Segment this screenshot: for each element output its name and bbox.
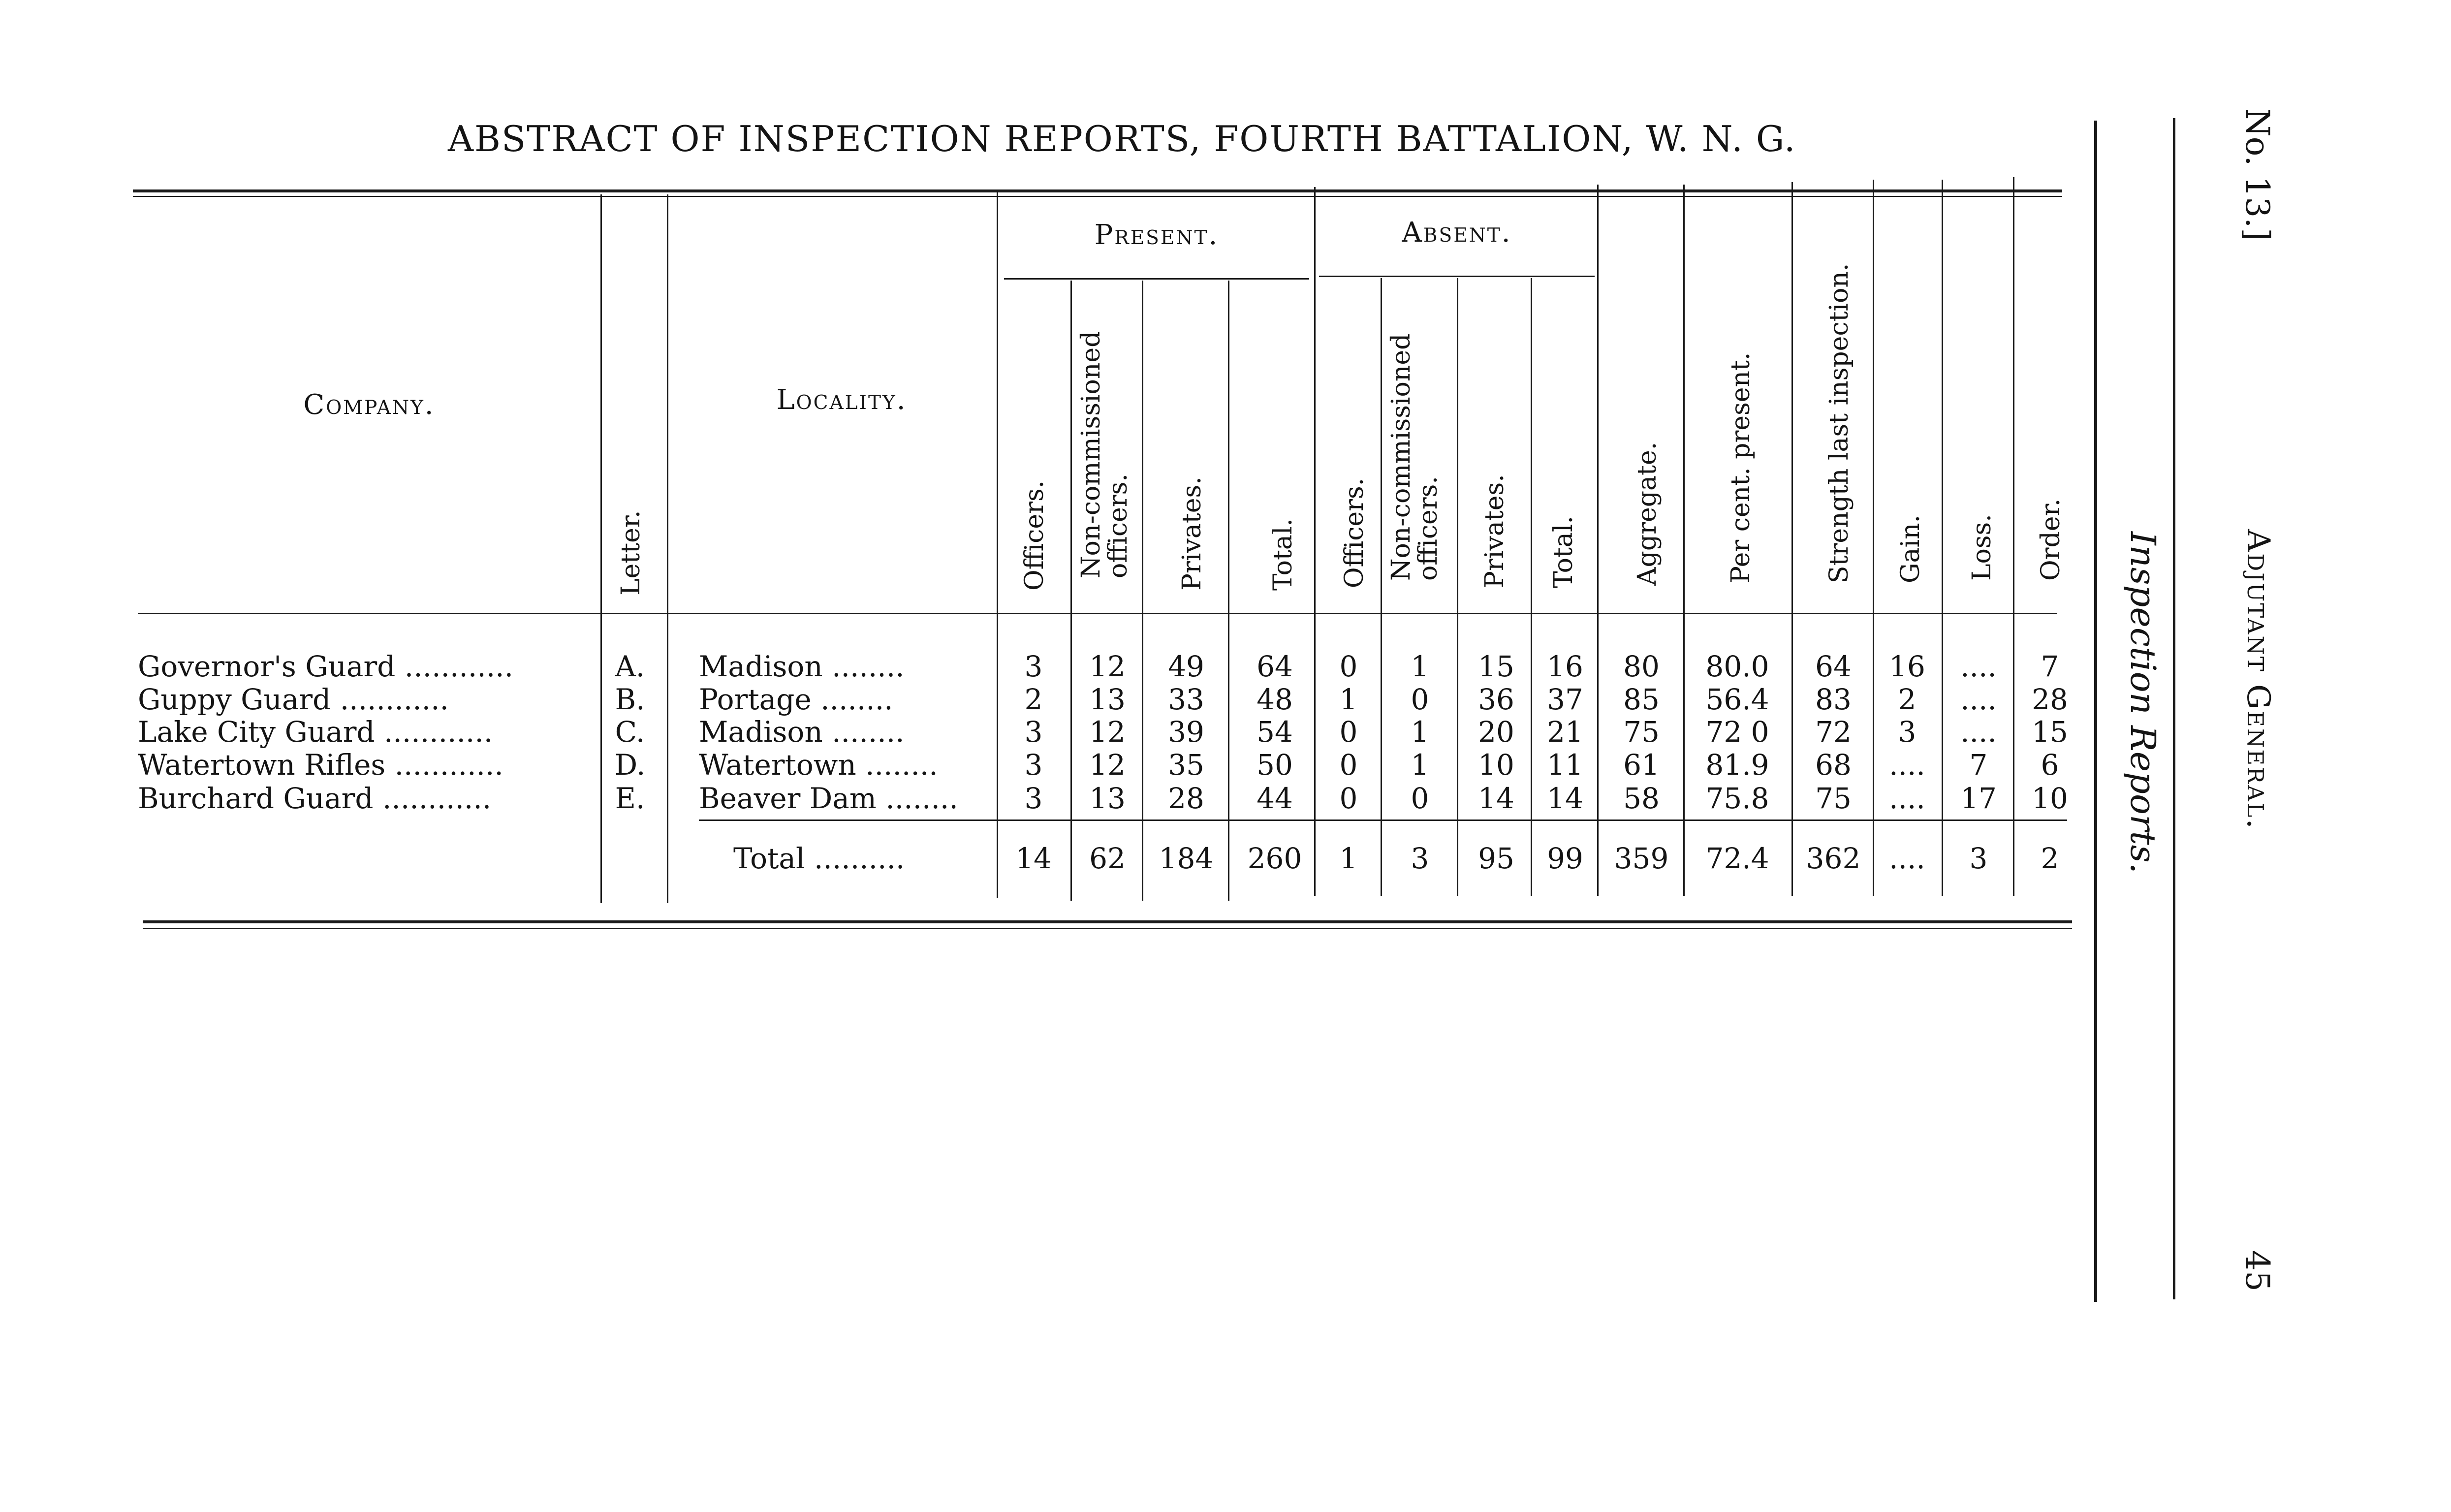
table-cell: 2	[1898, 683, 1917, 716]
total-cell: ....	[1889, 842, 1925, 875]
table-cell: 12	[1089, 715, 1126, 749]
company-name: Lake City Guard ............	[138, 715, 493, 749]
col-rule	[667, 194, 668, 903]
col-header: Loss.	[1967, 514, 1997, 581]
table-cell: 14	[1478, 782, 1514, 815]
col-header: Non-commissioned officers.	[1076, 331, 1133, 578]
total-cell: 2	[2041, 842, 2059, 875]
col-header: Strength last inspection.	[1824, 263, 1854, 583]
header-bottom-rule	[138, 613, 2057, 614]
table-cell: 1	[1411, 715, 1429, 749]
table-cell: 80.0	[1705, 650, 1769, 683]
col-rule	[1791, 182, 1793, 896]
table-cell: ....	[1889, 748, 1925, 782]
table-cell: 11	[1547, 748, 1583, 782]
col-rule	[1142, 281, 1143, 901]
total-cell: 14	[1015, 842, 1052, 875]
col-rule	[2013, 177, 2014, 896]
company-locality: Watertown ........	[699, 748, 938, 782]
table-cell: 64	[1815, 650, 1852, 683]
table-cell: 0	[1339, 650, 1358, 683]
col-rule	[1070, 281, 1072, 901]
table-cell: ....	[1889, 782, 1925, 815]
company-letter: D.	[614, 748, 646, 782]
company-name: Burchard Guard ............	[138, 782, 492, 815]
present-header: Present.	[1094, 219, 1219, 251]
total-cell: 260	[1247, 842, 1302, 875]
total-rule	[699, 819, 2067, 821]
col-header: Per cent. present.	[1726, 352, 1756, 583]
table-cell: 12	[1089, 748, 1126, 782]
bottom-rule-thin	[143, 928, 2072, 929]
absent-header: Absent.	[1402, 217, 1512, 249]
total-cell: 72.4	[1705, 842, 1769, 875]
table-cell: 28	[1168, 782, 1204, 815]
table-cell: 3	[1898, 715, 1917, 749]
table-cell: 0	[1411, 683, 1429, 716]
table-cell: 10	[1478, 748, 1514, 782]
col-header: Aggregate.	[1633, 441, 1662, 586]
table-cell: 80	[1623, 650, 1660, 683]
table-cell: 6	[2041, 748, 2059, 782]
top-rule-thin	[133, 196, 2062, 197]
company-header: Company.	[303, 389, 435, 421]
table-cell: ....	[1960, 683, 1997, 716]
company-locality: Madison ........	[699, 715, 905, 749]
table-cell: 72	[1815, 715, 1852, 749]
col-header: Order.	[2036, 498, 2066, 581]
table-cell: 21	[1547, 715, 1583, 749]
table-cell: 48	[1257, 683, 1293, 716]
table-cell: 83	[1815, 683, 1852, 716]
locality-header: Locality.	[776, 384, 907, 416]
table-cell: 50	[1257, 748, 1293, 782]
table-cell: 12	[1089, 650, 1126, 683]
section-heading: Inspection Reports.	[2123, 532, 2163, 874]
table-cell: 16	[1547, 650, 1583, 683]
table-cell: 3	[1024, 715, 1043, 749]
col-rule	[1228, 281, 1229, 901]
company-name: Governor's Guard ............	[138, 650, 514, 683]
table-cell: 1	[1411, 650, 1429, 683]
table-cell: 3	[1024, 650, 1043, 683]
table-cell: 3	[1024, 782, 1043, 815]
col-rule	[1457, 278, 1458, 896]
total-cell: 3	[1969, 842, 1988, 875]
col-header-letter: Letter.	[616, 510, 646, 596]
table-cell: 58	[1623, 782, 1660, 815]
table-cell: 81.9	[1705, 748, 1769, 782]
table-cell: 7	[2041, 650, 2059, 683]
col-header: Officers.	[1020, 480, 1049, 591]
table-cell: 3	[1024, 748, 1043, 782]
col-header: Privates.	[1480, 474, 1509, 588]
table-cell: 64	[1257, 650, 1293, 683]
table-title: ABSTRACT OF INSPECTION REPORTS, FOURTH BATTALION, W. N. G.	[448, 118, 1796, 159]
company-letter: A.	[615, 650, 645, 683]
total-cell: 359	[1614, 842, 1669, 875]
table-cell: ....	[1960, 715, 1997, 749]
table-cell: 39	[1168, 715, 1204, 749]
col-header: Gain.	[1896, 514, 1925, 583]
table-cell: 13	[1089, 683, 1126, 716]
table-cell: 37	[1547, 683, 1583, 716]
table-cell: 75	[1623, 715, 1660, 749]
company-letter: B.	[615, 683, 645, 716]
col-header: Non-commissioned officers.	[1386, 333, 1443, 581]
col-header: Total.	[1268, 518, 1298, 591]
table-cell: 28	[2032, 683, 2068, 716]
table-cell: 75	[1815, 782, 1852, 815]
table-cell: 7	[1969, 748, 1988, 782]
table-cell: 1	[1411, 748, 1429, 782]
company-locality: Portage ........	[699, 683, 893, 716]
total-row	[733, 842, 905, 875]
table-cell: 68	[1815, 748, 1852, 782]
table-cell: 15	[1478, 650, 1514, 683]
table-cell: 0	[1339, 782, 1358, 815]
company-locality: Madison ........	[699, 650, 905, 683]
page-number: 45	[2238, 1250, 2276, 1292]
table-cell: 54	[1257, 715, 1293, 749]
table-cell: 56.4	[1705, 683, 1769, 716]
table-cell: 49	[1168, 650, 1204, 683]
total-cell: 3	[1411, 842, 1429, 875]
table-cell: 1	[1339, 683, 1358, 716]
margin-rule	[2173, 118, 2175, 1299]
table-cell: 16	[1889, 650, 1925, 683]
bottom-rule	[143, 920, 2072, 923]
total-cell: 1	[1339, 842, 1358, 875]
table-cell: 85	[1623, 683, 1660, 716]
table-cell: 36	[1478, 683, 1514, 716]
company-letter: E.	[615, 782, 645, 815]
absent-group-rule	[1319, 276, 1595, 277]
table-cell: 75.8	[1705, 782, 1769, 815]
table-cell: 0	[1411, 782, 1429, 815]
table-cell: 44	[1257, 782, 1293, 815]
company-name: Guppy Guard ............	[138, 683, 449, 716]
table-cell: ....	[1960, 650, 1997, 683]
table-cell: 17	[1960, 782, 1997, 815]
company-locality: Beaver Dam ........	[699, 782, 958, 815]
table-cell: 13	[1089, 782, 1126, 815]
total-cell: 99	[1547, 842, 1583, 875]
present-group-rule	[1004, 278, 1309, 280]
col-header: Officers.	[1340, 477, 1369, 588]
total-cell: 62	[1089, 842, 1126, 875]
table-cell: 14	[1547, 782, 1583, 815]
top-rule	[133, 189, 2062, 192]
col-rule	[1942, 180, 1943, 896]
company-name: Watertown Rifles ............	[138, 748, 503, 782]
table-cell: 61	[1623, 748, 1660, 782]
col-header: Privates.	[1177, 476, 1207, 591]
total-cell: 95	[1478, 842, 1514, 875]
table-cell: 20	[1478, 715, 1514, 749]
table-cell: 0	[1339, 715, 1358, 749]
margin-rule	[2094, 121, 2097, 1302]
col-rule	[1683, 185, 1685, 896]
leader-dots: ..........	[805, 842, 905, 875]
table-cell: 33	[1168, 683, 1204, 716]
table-cell: 15	[2032, 715, 2068, 749]
total-cell: 184	[1159, 842, 1214, 875]
document-number: No. 13.]	[2238, 108, 2276, 241]
table-cell: 0	[1339, 748, 1358, 782]
table-cell: 35	[1168, 748, 1204, 782]
company-letter: C.	[615, 715, 645, 749]
table-cell: 2	[1024, 683, 1043, 716]
col-header: Total.	[1549, 515, 1578, 588]
table-cell: 10	[2032, 782, 2068, 815]
total-cell: 362	[1806, 842, 1861, 875]
table-cell: 72 0	[1705, 715, 1769, 749]
total-label: Total	[733, 842, 805, 875]
running-head: Adjutant General.	[2240, 529, 2276, 830]
